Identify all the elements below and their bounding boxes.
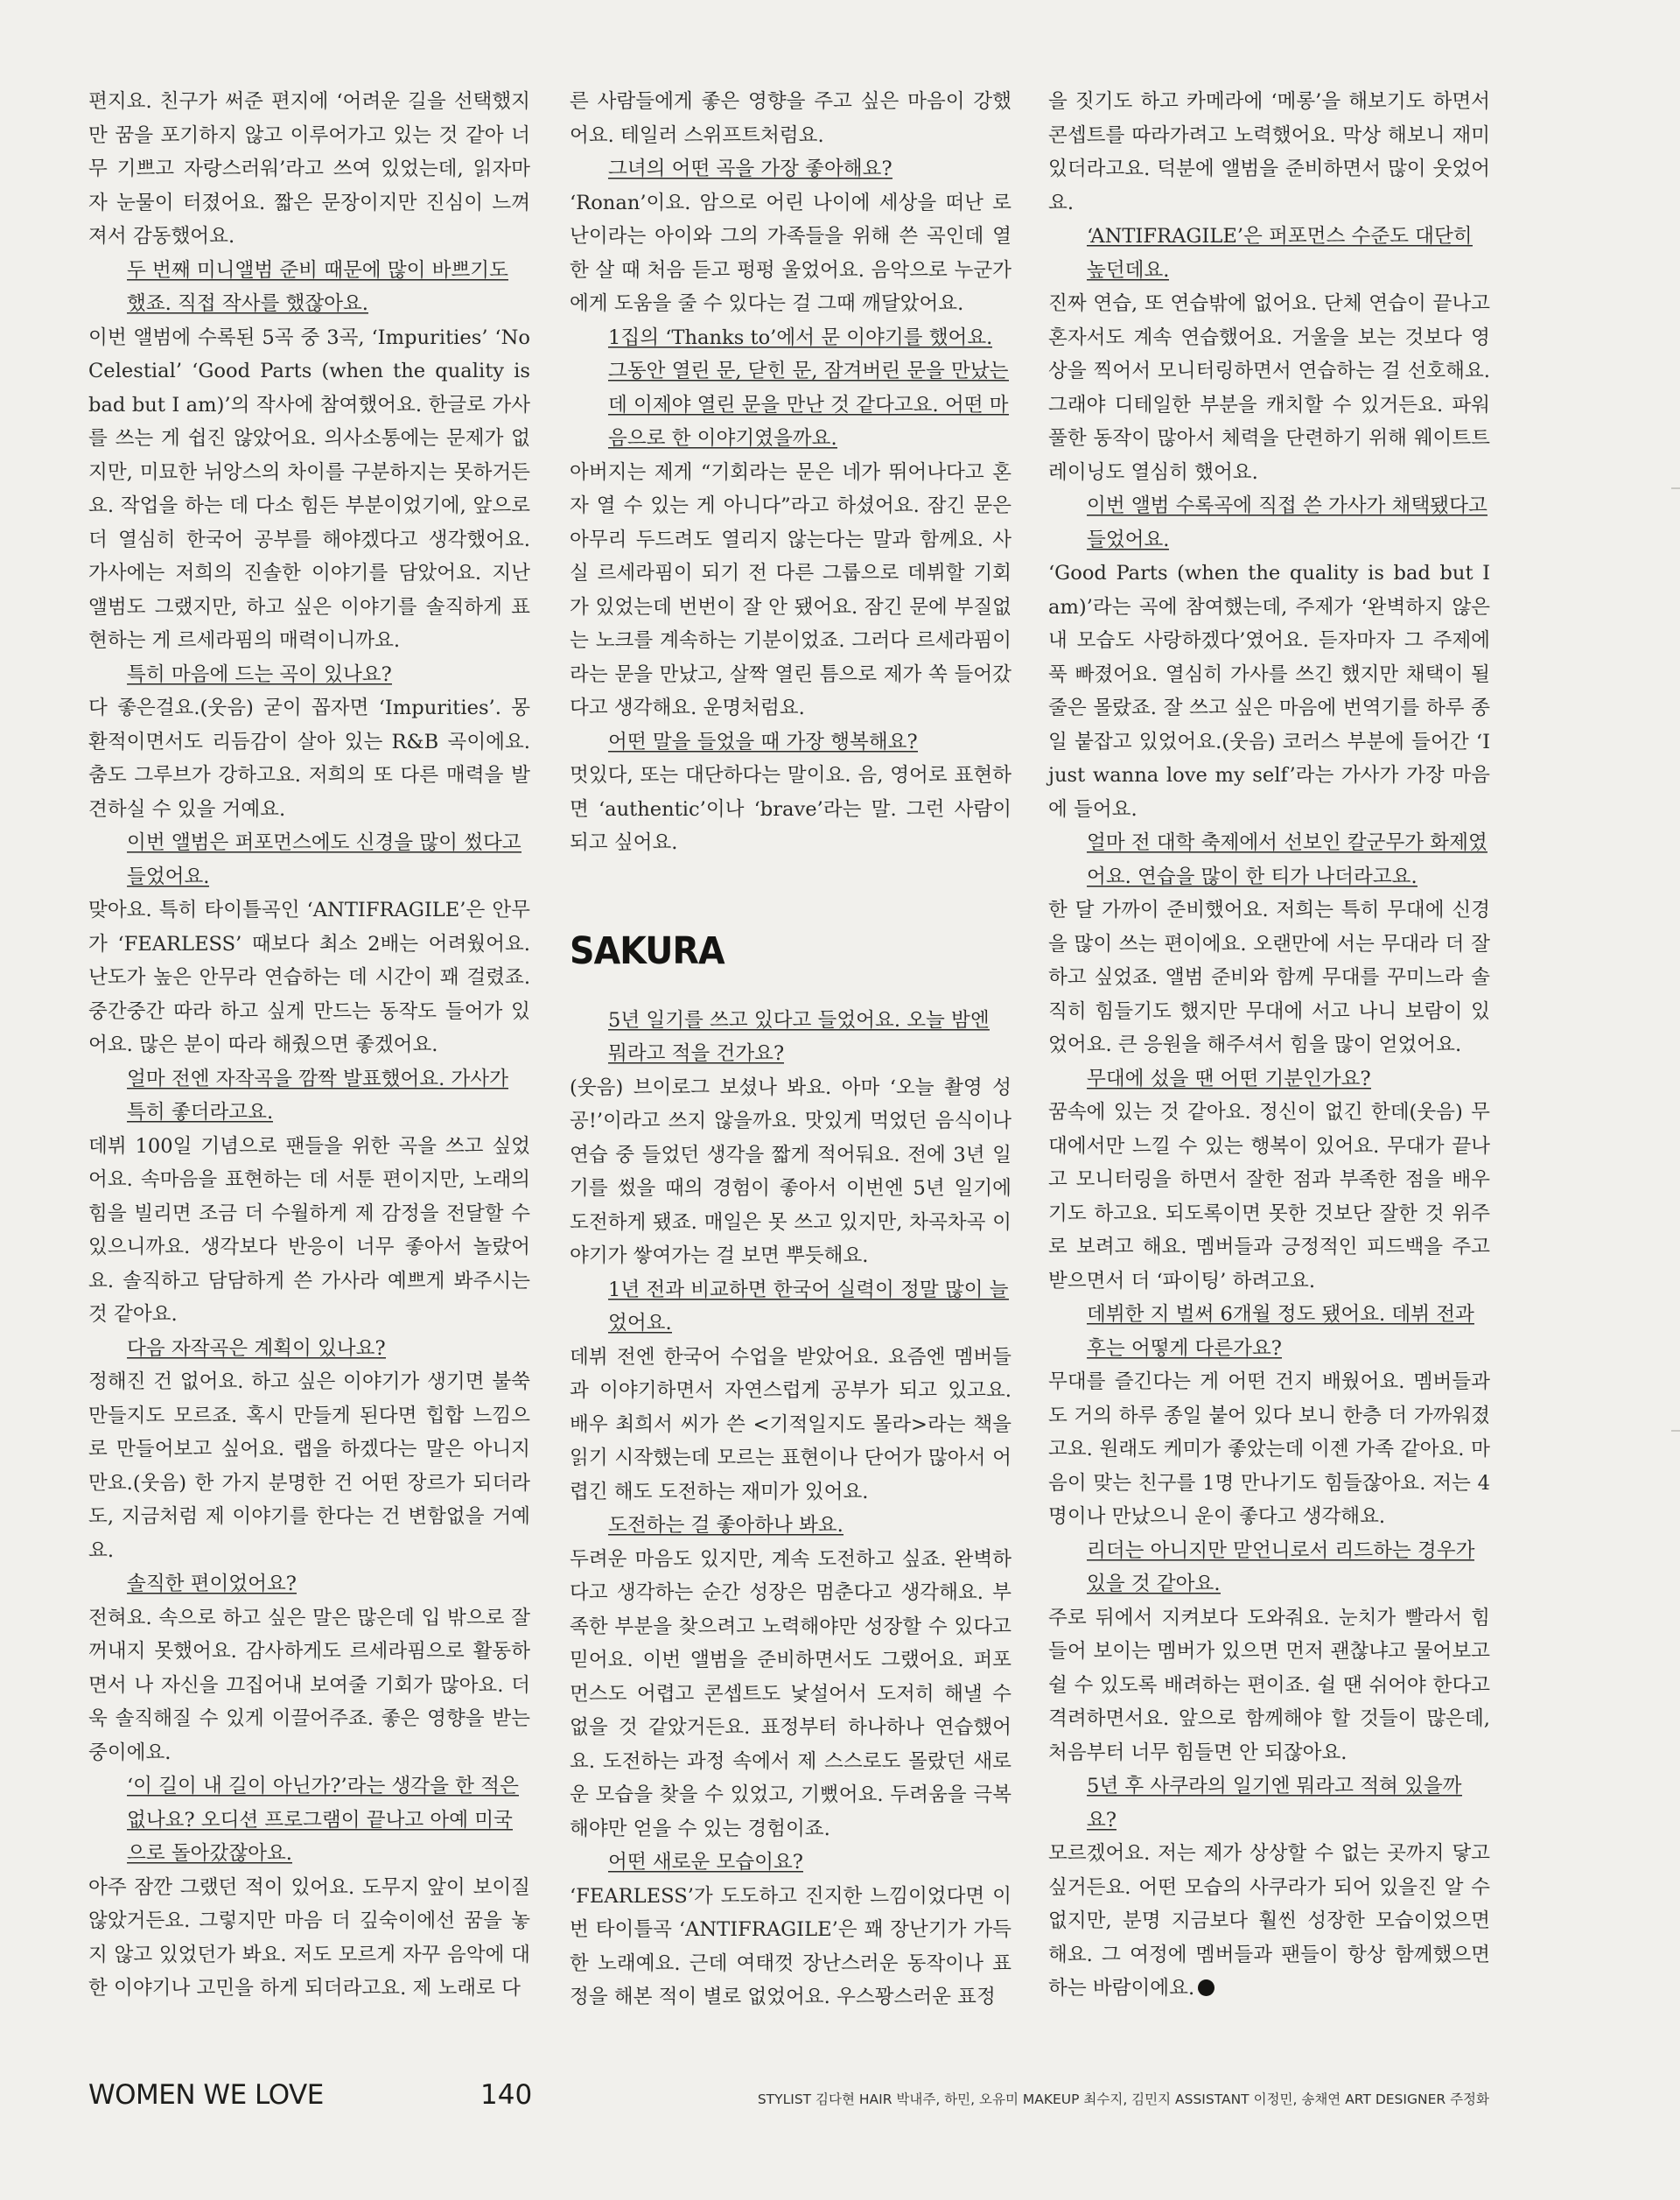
answer-text: 이번 앨범에 수록된 5곡 중 3곡, ‘Impurities’ ‘No Celestial’ ‘Good Parts (when the quality is bad but I am)’의 작사에 참여했어요. 한글로 가사를 쓰는 게 쉽진 않았어요. 의사소통에는 문제가 없지만, 미묘한 뉘앙스의 차이를 구분하지는 못하거든요. 작업을 하는 데 다소 힘든 부분이었기에, 앞으로 더 열심히 한국어 공부를 해야겠다고 생각했어요. 가사에는 저희의 진솔한 이야기를 담았어요. 지난 앨범도 그랬지만, 하고 싶은 이야기를 솔직하게 표현하는 게 르세라핌의 매력이니까요. [88,326,530,652]
interview-question [127,658,530,692]
interview-answer [1048,1837,1490,2006]
interview-question [608,152,1012,186]
answer-text: 전혀요. 속으로 하고 싶은 말은 많은데 입 밖으로 잘 꺼내지 못했어요. 감사하게도 르세라핌으로 활동하면서 나 자신을 끄집어내 보여줄 기회가 많아요. 더욱 솔직해질 수 있게 이끌어주죠. 좋은 영향을 받는 중이에요. [88,1606,530,1764]
interview-question [608,1004,1012,1071]
answer-text: 진짜 연습, 또 연습밖에 없어요. 단체 연습이 끝나고 혼자서도 계속 연습했어요. 거울을 보는 것보다 영상을 찍어서 모니터링하면서 연습하는 걸 선호해요. 그래야 디테일한 부분을 캐치할 수 있거든요. 파워풀한 동작이 많아서 체력을 단련하기 위해 웨이트트레이닝도 열심히 했어요. [1048,292,1490,484]
question-text: 두 번째 미니앨범 준비 때문에 많이 바쁘기도 했죠. 직접 작사를 했잖아요. [127,258,508,315]
interview-answer [570,186,1012,321]
question-text: ‘이 길이 내 길이 아닌가?’라는 생각을 한 적은 없나요? 오디션 프로그램이 끝나고 아예 미국으로 돌아갔잖아요. [127,1775,519,1865]
staff-credits: STYLIST 김다현 HAIR 박내주, 하민, 오유미 MAKEUP 최수지, 김민지 ASSISTANT 이정민, 송채연 ART DESIGNER 주정화 [757,2091,1489,2107]
interview-question [608,321,1012,456]
interview-answer [88,893,530,1062]
interview-answer [1048,287,1490,489]
question-text: 솔직한 편이었어요? [127,1573,297,1595]
question-text: 얼마 전엔 자작곡을 깜짝 발표했어요. 가사가 특히 좋더라고요. [127,1067,508,1124]
answer-text: 꿈속에 있는 것 같아요. 정신이 없긴 한데(웃음) 무대에서만 느낄 수 있는 행복이 있어요. 무대가 끝나고 모니터링을 하면서 잘한 점과 부족한 점을 배우기도 하고요. 되도록이면 못한 것보단 잘한 것 위주로 보려고 해요. 멤버들과 긍정적인 피드백을 주고받으면서 더 ‘파이팅’ 하려고요. [1048,1101,1490,1293]
end-mark-icon [1198,1979,1214,1996]
answer-text: (웃음) 브이로그 보셨나 봐요. 아마 ‘오늘 촬영 성공!’이라고 쓰지 않을까요. 맛있게 먹었던 음식이나 연습 중 들었던 생각을 짧게 적어둬요. 전에 3년 일기를 썼을 때의 경험이 좋아서 이번엔 5년 일기에 도전하게 됐죠. 매일은 못 쓰고 있지만, 차곡차곡 이야기가 쌓여가는 걸 보면 뿌듯해요. [570,1075,1012,1267]
interview-answer [570,1880,1012,2014]
answer-text: 맞아요. 특히 타이틀곡인 ‘ANTIFRAGILE’은 안무가 ‘FEARLESS’ 때보다 최소 2배는 어려웠어요. 난도가 높은 안무라 연습하는 데 시간이 꽤 걸렸죠. 중간중간 따라 하고 싶게 만드는 동작도 들어가 있어요. 많은 분이 따라 해줬으면 좋겠어요. [88,899,530,1056]
answer-text: 편지요. 친구가 써준 편지에 ‘어려운 길을 선택했지만 꿈을 포기하지 않고 이루어가고 있는 것 같아 너무 기쁘고 자랑스러워’라고 쓰여 있었는데, 읽자마자 눈물이 터졌어요. 짧은 문장이지만 진심이 느껴져서 감동했어요. [88,90,530,248]
interview-question [608,1273,1012,1341]
answer-text: 정해진 건 없어요. 하고 싶은 이야기가 생기면 불쑥 만들지도 모르죠. 혹시 만들게 된다면 힙합 느낌으로 만들어보고 싶어요. 랩을 하겠다는 말은 아니지만요.(웃음) 한 가지 분명한 건 어떤 장르가 되더라도, 지금처럼 제 이야기를 한다는 건 변함없을 거예요. [88,1370,530,1562]
interview-answer [88,1365,530,1567]
answer-text: 데뷔 전엔 한국어 수업을 받았어요. 요즘엔 멤버들과 이야기하면서 자연스럽게 공부가 되고 있고요. 배우 최희서 씨가 쓴 <기적일지도 몰라>라는 책을 읽기 시작했는데 모르는 표현이나 단어가 많아서 어렵긴 해도 도전하는 재미가 있어요. [570,1345,1012,1503]
question-text: 데뷔한 지 벌써 6개월 정도 됐어요. 데뷔 전과 후는 어떻게 다른가요? [1087,1303,1474,1360]
interview-question [127,1062,530,1130]
interview-question [1087,1298,1490,1365]
interview-answer [570,1071,1012,1273]
question-text: 무대에 섰을 땐 어떤 기분인가요? [1087,1067,1371,1090]
question-text: 리더는 아니지만 맏언니로서 리드하는 경우가 있을 것 같아요. [1087,1538,1475,1595]
question-text: 1년 전과 비교하면 한국어 실력이 정말 많이 늘었어요. [608,1278,1009,1335]
question-text: 특히 마음에 드는 곡이 있나요? [127,662,392,686]
interview-question [1087,1534,1490,1601]
question-text: 1집의 ‘Thanks to’에서 문 이야기를 했어요. 그동안 열린 문, 닫힌 문, 잠겨버린 문을 만났는데 이제야 열린 문을 만난 것 같다고요. 어떤 마음으로 한 이야기였을까요. [608,326,1009,450]
answer-text: 데뷔 100일 기념으로 팬들을 위한 곡을 쓰고 싶었어요. 속마음을 표현하는 데 서툰 편이지만, 노래의 힘을 빌리면 조금 더 수월하게 제 감정을 전달할 수 있으니까요. 생각보다 반응이 너무 좋아서 놀랐어요. 솔직하고 담담하게 쓴 가사라 예쁘게 봐주시는 것 같아요. [88,1134,530,1326]
article-column-1 [88,85,530,2006]
interview-answer [88,1130,530,1332]
interview-answer [1048,1096,1490,1298]
question-text: 5년 일기를 쓰고 있다고 들었어요. 오늘 밤엔 뭐라고 적을 건가요? [608,1008,990,1065]
interview-answer [1048,557,1490,826]
interview-question [127,1332,530,1366]
interview-question [1087,1062,1490,1096]
interview-answer [1048,85,1490,220]
interview-answer [88,691,530,826]
page-number: 140 [480,2079,533,2111]
answer-text: 른 사람들에게 좋은 영향을 주고 싶은 마음이 강했어요. 테일러 스위프트처럼요. [570,90,1012,147]
interview-answer [88,1601,530,1770]
interview-answer [570,1341,1012,1510]
answer-text: 한 달 가까이 준비했어요. 저희는 특히 무대에 신경을 많이 쓰는 편이에요. 오랜만에 서는 무대라 더 잘하고 싶었죠. 앨범 준비와 함께 무대를 꾸미느라 솔직히 힘들기도 했지만 무대에 서고 나니 보람이 있었어요. 큰 응원을 해주셔서 힘을 많이 얻었어요. [1048,899,1490,1056]
answer-text: 아버지는 제게 “기회라는 문은 네가 뛰어나다고 혼자 열 수 있는 게 아니다”라고 하셨어요. 잠긴 문은 아무리 두드려도 열리지 않는다는 말과 함께요. 사실 르세라핌이 되기 전 다른 그룹으로 데뷔할 기회가 있었는데 번번이 잘 안 됐어요. 잠긴 문에 부질없는 노크를 계속하는 기분이었죠. 그러다 르세라핌이라는 문을 만났고, 살짝 열린 틈으로 제가 쏙 들어갔다고 생각해요. 운명처럼요. [570,460,1012,719]
question-text: 어떤 말을 들었을 때 가장 행복해요? [608,730,918,753]
interview-answer [88,1871,530,2006]
answer-text: 모르겠어요. 저는 제가 상상할 수 없는 곳까지 닿고 싶거든요. 어떤 모습의 사쿠라가 되어 있을진 알 수 없지만, 분명 지금보다 훨씬 성장한 모습이었으면 해요. 그 여정에 멤버들과 팬들이 항상 함께했으면 하는 바람이에요. [1048,1842,1490,2000]
interview-answer [1048,1365,1490,1534]
edge-mark [1671,487,1680,489]
section-heading-sakura: SAKURA [570,928,724,973]
interview-question [127,1769,530,1871]
question-text: 이번 앨범은 퍼포먼스에도 신경을 많이 썼다고 들었어요. [127,831,522,888]
interview-question [127,254,530,321]
question-text: ‘ANTIFRAGILE’은 퍼포먼스 수준도 대단히 높던데요. [1087,225,1473,282]
interview-answer [88,321,530,658]
answer-text: 아주 잠깐 그랬던 적이 있어요. 도무지 앞이 보이질 않았거든요. 그렇지만 마음 더 깊숙이에선 꿈을 놓지 않고 있었던가 봐요. 저도 모르게 자꾸 음악에 대한 이야기나 고민을 하게 되더라고요. 제 노래로 다 [88,1875,530,2000]
question-text: 어떤 새로운 모습이요? [608,1851,803,1874]
answer-text: 주로 뒤에서 지켜보다 도와줘요. 눈치가 빨라서 힘들어 보이는 멤버가 있으면 먼저 괜찮냐고 물어보고 쉴 수 있도록 배려하는 편이죠. 쉴 땐 쉬어야 한다고 격려하면서요. 앞으로 함께해야 할 것들이 많은데, 처음부터 너무 힘들면 안 되잖아요. [1048,1606,1490,1764]
interview-answer [88,85,530,254]
interview-answer [570,1543,1012,1846]
interview-question [127,826,530,893]
answer-text: ‘Ronan’이요. 암으로 어린 나이에 세상을 떠난 로난이라는 아이와 그의 가족들을 위해 쓴 곡인데 열한 살 때 처음 듣고 펑펑 울었어요. 음악으로 누군가에게 도움을 줄 수 있다는 걸 그때 깨달았어요. [570,191,1012,315]
interview-answer [570,759,1012,860]
answer-text: 무대를 즐긴다는 게 어떤 건지 배웠어요. 멤버들과 도 거의 하루 종일 붙어 있다 보니 한층 더 가까워졌고요. 원래도 케미가 좋았는데 이젠 가족 같아요. 마음이 맞는 친구를 1명 만나기도 힘들잖아요. 저는 4명이나 만났으니 운이 좋다고 생각해요. [1048,1370,1490,1528]
article-column-3 [1048,85,1490,2006]
interview-answer [1048,893,1490,1062]
question-text: 얼마 전 대학 축제에서 선보인 칼군무가 화제였어요. 연습을 많이 한 티가 나더라고요. [1087,831,1488,888]
interview-question [608,725,1012,760]
answer-text: 다 좋은걸요.(웃음) 굳이 꼽자면 ‘Impurities’. 몽환적이면서도 리듬감이 살아 있는 R&B 곡이에요. 춤도 그루브가 강하고요. 저희의 또 다른 매력을 발견하실 수 있을 거예요. [88,697,530,821]
answer-text: ‘Good Parts (when the quality is bad but I am)’라는 곡에 참여했는데, 주제가 ‘완벽하지 않은 내 모습도 사랑하겠다’였어요. 듣자마자 그 주제에 푹 빠졌어요. 열심히 가사를 쓰긴 했지만 채택이 될 줄은 몰랐죠. 잘 쓰고 싶은 마음에 번역기를 하루 종일 붙잡고 있었어요.(웃음) 코러스 부분에 들어간 ‘I just wanna love my self’라는 가사가 가장 마음에 들어요. [1048,562,1490,821]
interview-question [1087,220,1490,287]
interview-question [127,1567,530,1601]
interview-question [1087,1769,1490,1837]
answer-text: 멋있다, 또는 대단하다는 말이요. 음, 영어로 표현하면 ‘authentic’이나 ‘brave’라는 말. 그런 사람이 되고 싶어요. [570,764,1012,854]
article-column-2 [570,85,1012,2014]
interview-answer [570,456,1012,725]
question-text: 이번 앨범 수록곡에 직접 쓴 가사가 채택됐다고 들었어요. [1087,494,1488,551]
answer-text: 두려운 마음도 있지만, 계속 도전하고 싶죠. 완벽하다고 생각하는 순간 성장은 멈춘다고 생각해요. 부족한 부분을 찾으려고 노력해야만 성장할 수 있다고 믿어요. 이번 앨범을 준비하면서도 그랬어요. 퍼포먼스도 어렵고 콘셉트도 낯설어서 도저히 해낼 수 없을 것 같았거든요. 표정부터 하나하나 연습했어요. 도전하는 과정 속에서 제 스스로도 몰랐던 새로운 모습을 찾을 수 있었고, 기뻤어요. 두려움을 극복해야만 얻을 수 있는 경험이죠. [570,1547,1012,1840]
interview-question [608,1846,1012,1880]
question-text: 다음 자작곡은 계획이 있나요? [127,1336,386,1360]
interview-question [1087,489,1490,557]
question-text: 그녀의 어떤 곡을 가장 좋아해요? [608,158,892,180]
section-name: WOMEN WE LOVE [88,2079,324,2111]
answer-text: 을 짓기도 하고 카메라에 ‘메롱’을 해보기도 하면서 콘셉트를 따라가려고 노력했어요. 막상 해보니 재미있더라고요. 덕분에 앨범을 준비하면서 많이 웃었어요. [1048,90,1490,214]
edge-mark [1671,1430,1680,1432]
interview-question [608,1509,1012,1543]
interview-question [1087,826,1490,893]
answer-text: ‘FEARLESS’가 도도하고 진지한 느낌이었다면 이번 타이틀곡 ‘ANTIFRAGILE’은 꽤 장난기가 가득한 노래예요. 근데 여태껏 장난스러운 동작이나 표정을 해본 적이 별로 없었어요. 우스꽝스러운 표정 [570,1884,1012,2008]
question-text: 도전하는 걸 좋아하나 봐요. [608,1514,844,1537]
interview-answer [570,85,1012,152]
interview-answer [1048,1601,1490,1770]
question-text: 5년 후 사쿠라의 일기엔 뭐라고 적혀 있을까요? [1087,1775,1462,1832]
